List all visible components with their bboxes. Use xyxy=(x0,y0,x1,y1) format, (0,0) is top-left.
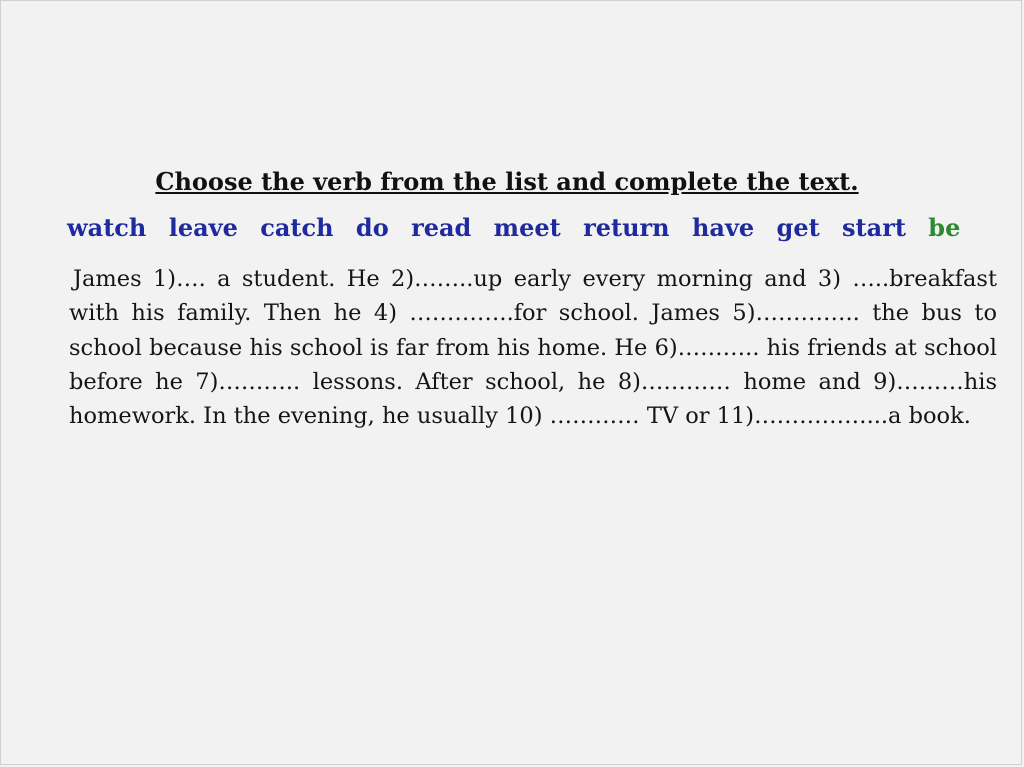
verb-start: start xyxy=(842,213,906,242)
exercise-passage: James 1)…. a student. He 2)……..up early every morning and 3) …..breakfast with his family. Then he 4) …………..for school. James 5)………….. the bus to school because his school is far from his home. He 6)……….. his friends at school before he 7)……….. lessons. After school, he 8)………… home and 9)………his homework. In the evening, he usually 10) ………… TV or 11)……………...a book. xyxy=(69,266,997,430)
verb-meet: meet xyxy=(493,213,561,242)
verb-leave: leave xyxy=(168,213,238,242)
verb-do: do xyxy=(355,213,389,242)
verb-catch: catch xyxy=(260,213,334,242)
verb-read: read xyxy=(411,213,472,242)
exercise-title: Choose the verb from the list and complete the text. xyxy=(155,167,859,196)
verb-list xyxy=(67,213,974,242)
verb-watch: watch xyxy=(67,213,147,242)
verb-get: get xyxy=(776,213,820,242)
verb-return: return xyxy=(583,213,670,242)
verb-be: be xyxy=(928,213,961,242)
verb-have: have xyxy=(691,213,755,242)
